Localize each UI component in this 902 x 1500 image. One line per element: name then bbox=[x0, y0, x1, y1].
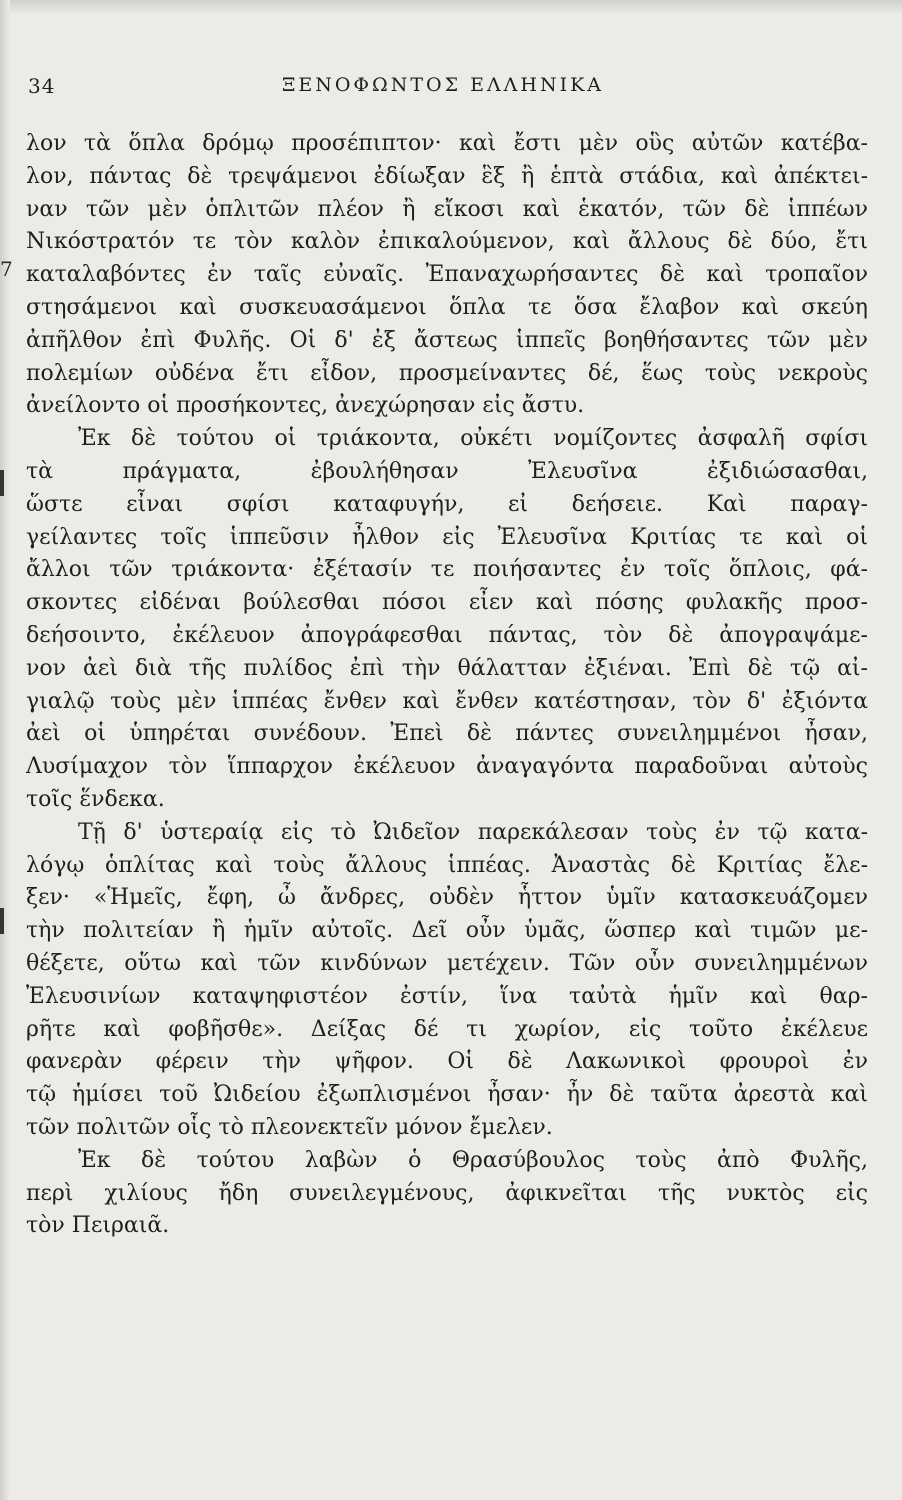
text-line: περὶ χιλίους ἤδη συνειλεγμένους, ἀφικνεῖται τῆς νυκτὸς εἰς bbox=[26, 1180, 868, 1206]
text-line: πολεμίων οὐδένα ἔτι εἶδον, προσμείναντες δέ, ἕως τοὺς νεκροὺς bbox=[26, 360, 868, 386]
text-line: γείλαντες τοῖς ἱππεῦσιν ἦλθον εἰς Ἐλευσῖνα Κριτίας τε καὶ οἱ bbox=[26, 524, 868, 550]
text-line: Ἐλευσινίων καταψηφιστέον ἐστίν, ἵνα ταὐτὰ ἡμῖν καὶ θαρ- bbox=[26, 983, 868, 1009]
text-line: Τῇ δ' ὑστεραίᾳ εἰς τὸ Ὠιδεῖον παρεκάλεσαν τοὺς ἐν τῷ κατα- bbox=[78, 819, 868, 845]
text-line: τὸν Πειραιᾶ. bbox=[26, 1213, 170, 1239]
margin-section-mark bbox=[0, 908, 4, 934]
text-line: σκοντες εἰδέναι βούλεσθαι πόσοι εἶεν καὶ πόσης φυλακῆς προσ- bbox=[26, 590, 868, 616]
text-line: γιαλῷ τοὺς μὲν ἱππέας ἔνθεν καὶ ἔνθεν κατέστησαν, τὸν δ' ἐξιόντα bbox=[26, 688, 868, 714]
text-line: τὴν πολιτείαν ἢ ἡμῖν αὐτοῖς. Δεῖ οὖν ὑμᾶς, ὥσπερ καὶ τιμῶν με- bbox=[26, 918, 868, 944]
running-title: ΞΕΝΟΦΩΝΤΟΣ ΕΛΛΗΝΙΚΑ bbox=[281, 74, 605, 96]
text-line: ὥστε εἶναι σφίσι καταφυγήν, εἰ δεήσειε. Καὶ παραγ- bbox=[26, 491, 868, 517]
text-line: τοῖς ἕνδεκα. bbox=[26, 786, 165, 812]
text-line: Λυσίμαχον τὸν ἵππαρχον ἐκέλευον ἀναγαγόντα παραδοῦναι αὐτοὺς bbox=[26, 754, 868, 780]
text-line: ἀεὶ οἱ ὑπηρέται συνέδουν. Ἐπεὶ δὲ πάντες συνειλημμένοι ἦσαν, bbox=[26, 721, 868, 747]
margin-section-number: 7 bbox=[0, 257, 13, 281]
page-top-edge bbox=[0, 0, 902, 14]
text-line: Νικόστρατόν τε τὸν καλὸν ἐπικαλούμενον, καὶ ἄλλους δὲ δύο, ἔτι bbox=[26, 229, 868, 255]
text-line: ἀνείλοντο οἱ προσήκοντες, ἀνεχώρησαν εἰς ἄστυ. bbox=[26, 393, 585, 419]
text-line: τῷ ἡμίσει τοῦ Ὠιδείου ἐξωπλισμένοι ἦσαν· ἦν δὲ ταῦτα ἀρεστὰ καὶ bbox=[26, 1082, 868, 1108]
text-line: ρῆτε καὶ φοβῆσθε». Δείξας δέ τι χωρίον, εἰς τοῦτο ἐκέλευε bbox=[26, 1016, 868, 1042]
text-line: νον ἀεὶ διὰ τῆς πυλίδος ἐπὶ τὴν θάλατταν ἐξιέναι. Ἐπὶ δὲ τῷ αἰ- bbox=[26, 655, 868, 681]
page-number: 34 bbox=[28, 74, 56, 98]
text-line: λον, πάντας δὲ τρεψάμενοι ἐδίωξαν ἓξ ἢ ἑπτὰ στάδια, καὶ ἀπέκτει- bbox=[26, 163, 868, 189]
text-line: τῶν πολιτῶν οἷς τὸ πλεονεκτεῖν μόνον ἔμελεν. bbox=[26, 1114, 553, 1140]
page-binding-shadow bbox=[0, 0, 10, 1500]
text-line: στησάμενοι καὶ συσκευασάμενοι ὅπλα τε ὅσα ἔλαβον καὶ σκεύη bbox=[26, 294, 868, 320]
text-line: λόγῳ ὁπλίτας καὶ τοὺς ἄλλους ἱππέας. Ἀναστὰς δὲ Κριτίας ἔλε- bbox=[26, 852, 868, 878]
text-line: δεήσοιντο, ἐκέλευον ἀπογράφεσθαι πάντας, τὸν δὲ ἀπογραψάμε- bbox=[26, 622, 868, 648]
text-line: ἄλλοι τῶν τριάκοντα· ἐξέτασίν τε ποιήσαντες ἐν τοῖς ὅπλοις, φά- bbox=[26, 557, 868, 583]
main-text bbox=[26, 128, 868, 1243]
text-line: Ἐκ δὲ τούτου οἱ τριάκοντα, οὐκέτι νομίζοντες ἀσφαλῆ σφίσι bbox=[78, 426, 868, 452]
text-line: ξεν· «Ἡμεῖς, ἔφη, ὦ ἄνδρες, οὐδὲν ἧττον ὑμῖν κατασκευάζομεν bbox=[26, 885, 868, 911]
text-line: καταλαβόντες ἐν ταῖς εὐναῖς. Ἐπαναχωρήσαντες δὲ καὶ τροπαῖον bbox=[26, 262, 868, 288]
text-line: λον τὰ ὅπλα δρόμῳ προσέπιπτον· καὶ ἔστι μὲν οὓς αὐτῶν κατέβα- bbox=[26, 131, 868, 156]
text-line: ναν τῶν μὲν ὁπλιτῶν πλέον ἢ εἴκοσι καὶ ἑκατόν, τῶν δὲ ἱππέων bbox=[26, 196, 868, 222]
text-line: τὰ πράγματα, ἐβουλήθησαν Ἐλευσῖνα ἐξιδιώσασθαι, bbox=[26, 458, 868, 484]
page-header bbox=[28, 74, 858, 104]
text-line: Ἐκ δὲ τούτου λαβὼν ὁ Θρασύβουλος τοὺς ἀπὸ Φυλῆς, bbox=[78, 1147, 868, 1173]
text-line: φανερὰν φέρειν τὴν ψῆφον. Οἱ δὲ Λακωνικοὶ φρουροὶ ἐν bbox=[26, 1049, 868, 1075]
text-line: θέξετε, οὕτω καὶ τῶν κινδύνων μετέχειν. Τῶν οὖν συνειλημμένων bbox=[26, 950, 868, 976]
text-line: ἀπῆλθον ἐπὶ Φυλῆς. Οἱ δ' ἐξ ἄστεως ἱππεῖς βοηθήσαντες τῶν μὲν bbox=[26, 327, 868, 353]
margin-section-mark bbox=[0, 470, 4, 496]
